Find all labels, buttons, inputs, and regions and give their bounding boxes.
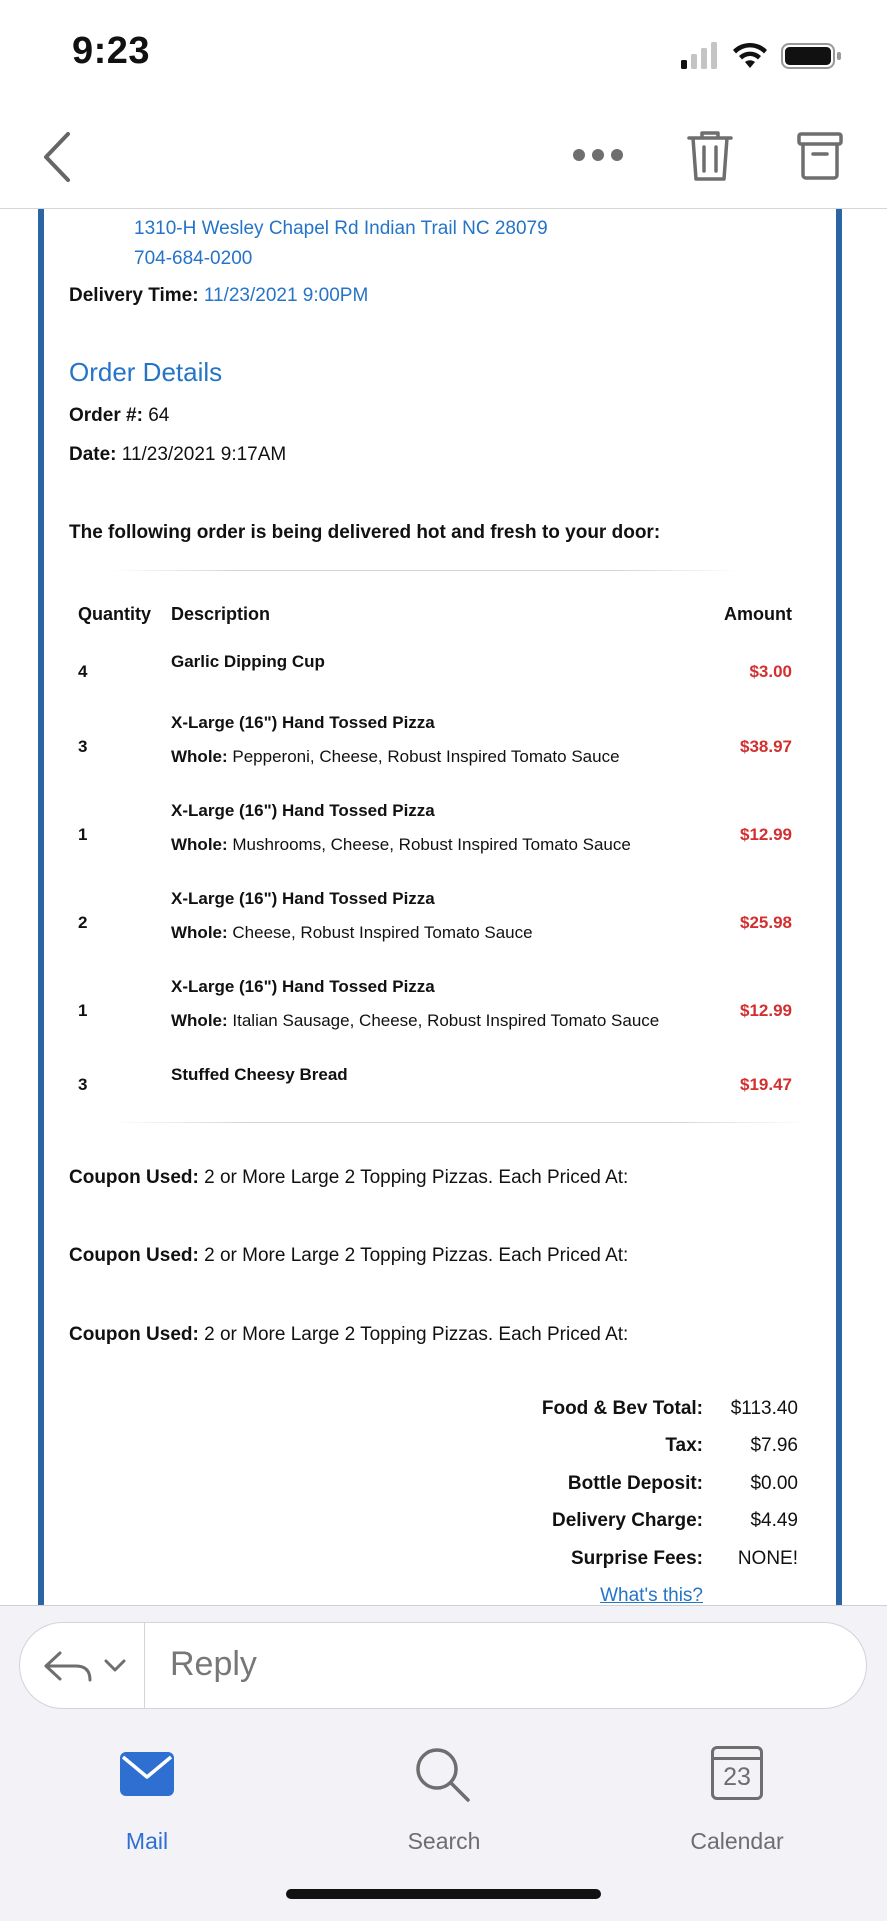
delivery-charge-value: $4.49 — [750, 1510, 798, 1531]
row-quantity: 1 — [78, 825, 88, 844]
bottle-deposit-value: $0.00 — [750, 1473, 798, 1494]
calendar-icon-bar — [714, 1757, 760, 1760]
row-detail-text: Pepperoni, Cheese, Robust Inspired Tomato Sauce — [232, 747, 620, 766]
divider-top — [110, 570, 740, 571]
mail-icon — [119, 1751, 175, 1797]
row-item-name: Garlic Dipping Cup — [171, 652, 325, 671]
row-item-name: Stuffed Cheesy Bread — [171, 1065, 348, 1084]
header-quantity: Quantity — [78, 604, 152, 624]
delivery-time — [69, 285, 368, 307]
order-number — [69, 405, 169, 427]
row-item-detail — [171, 1011, 659, 1031]
wifi-icon — [733, 43, 767, 68]
food-bev-total-label: Food & Bev Total: — [541, 1398, 703, 1419]
row-item-name: X-Large (16") Hand Tossed Pizza — [171, 713, 435, 732]
order-date-label: Date: — [69, 444, 117, 465]
coupon-text: 2 or More Large 2 Topping Pizzas. Each Priced At: — [204, 1167, 629, 1188]
reply-options-icon[interactable] — [42, 1645, 132, 1687]
coupon-label: Coupon Used: — [69, 1324, 199, 1345]
row-quantity: 4 — [78, 662, 88, 681]
row-amount: $19.47 — [740, 1075, 792, 1094]
delivery-time-label: Delivery Time: — [69, 285, 199, 306]
row-item-detail — [171, 747, 620, 767]
status-bar — [0, 0, 887, 105]
row-quantity: 3 — [78, 737, 88, 756]
archive-icon[interactable] — [796, 131, 844, 181]
more-icon[interactable] — [572, 147, 624, 163]
surprise-fees-value: NONE! — [737, 1548, 798, 1569]
store-address[interactable]: 1310-H Wesley Chapel Rd Indian Trail NC 28079 — [134, 218, 548, 239]
row-amount: $12.99 — [740, 1001, 792, 1020]
home-indicator[interactable] — [286, 1889, 601, 1899]
coupon-label: Coupon Used: — [69, 1167, 199, 1188]
row-quantity: 3 — [78, 1075, 88, 1094]
status-time: 9:23 — [72, 30, 151, 72]
order-intro: The following order is being delivered hot and fresh to your door: — [69, 522, 661, 543]
calendar-day: 23 — [723, 1763, 751, 1791]
bottle-deposit-label: Bottle Deposit: — [567, 1473, 703, 1494]
coupon-text: 2 or More Large 2 Topping Pizzas. Each Priced At: — [204, 1324, 629, 1345]
tax-value: $7.96 — [750, 1435, 798, 1456]
mail-toolbar — [0, 105, 887, 209]
row-item-name: X-Large (16") Hand Tossed Pizza — [171, 801, 435, 820]
food-bev-total-value: $113.40 — [730, 1398, 798, 1419]
order-date — [69, 444, 286, 466]
header-description: Description — [171, 604, 271, 624]
bottom-panel — [0, 1605, 887, 1921]
row-detail-text: Italian Sausage, Cheese, Robust Inspired Tomato Sauce — [232, 1011, 660, 1030]
order-number-value: 64 — [148, 405, 170, 426]
row-quantity: 2 — [78, 913, 88, 932]
tab-mail-label: Mail — [125, 1828, 169, 1854]
row-detail-label: Whole: — [171, 835, 228, 854]
reply-bar[interactable] — [19, 1622, 867, 1709]
row-item-name: X-Large (16") Hand Tossed Pizza — [171, 889, 435, 908]
whats-this-link[interactable]: What's this? — [600, 1585, 703, 1605]
surprise-fees-label: Surprise Fees: — [571, 1548, 703, 1569]
row-item-name: X-Large (16") Hand Tossed Pizza — [171, 977, 435, 996]
email-body[interactable] — [0, 209, 887, 1605]
tab-search-label: Search — [407, 1828, 481, 1854]
header-amount: Amount — [724, 604, 792, 624]
coupon-label: Coupon Used: — [69, 1245, 199, 1266]
row-amount: $12.99 — [740, 825, 792, 844]
reply-input[interactable]: Reply — [170, 1645, 257, 1683]
calendar-icon — [711, 1746, 763, 1800]
row-detail-text: Cheese, Robust Inspired Tomato Sauce — [232, 923, 533, 942]
order-date-value: 11/23/2021 9:17AM — [121, 444, 287, 465]
search-icon — [414, 1746, 472, 1804]
tab-calendar-label: Calendar — [690, 1828, 784, 1854]
coupon-text: 2 or More Large 2 Topping Pizzas. Each Priced At: — [204, 1245, 629, 1266]
coupon-line — [69, 1245, 628, 1267]
battery-icon — [782, 44, 841, 68]
row-item-detail — [171, 923, 533, 943]
row-amount: $3.00 — [749, 662, 792, 681]
row-detail-label: Whole: — [171, 747, 228, 766]
order-details-title: Order Details — [69, 357, 223, 387]
coupon-line — [69, 1167, 628, 1189]
coupon-line — [69, 1324, 628, 1346]
signal-icon — [681, 42, 717, 69]
delivery-charge-label: Delivery Charge: — [551, 1510, 703, 1531]
tax-label: Tax: — [665, 1435, 703, 1456]
reply-separator — [144, 1623, 145, 1708]
delivery-time-value[interactable]: 11/23/2021 9:00PM — [203, 285, 369, 306]
row-quantity: 1 — [78, 1001, 88, 1020]
row-amount: $38.97 — [740, 737, 792, 756]
divider-bottom — [110, 1122, 810, 1123]
row-detail-label: Whole: — [171, 1011, 228, 1030]
back-icon[interactable] — [38, 130, 74, 184]
row-detail-text: Mushrooms, Cheese, Robust Inspired Tomato Sauce — [232, 835, 631, 854]
row-item-detail — [171, 835, 631, 855]
row-amount: $25.98 — [740, 913, 792, 932]
store-phone[interactable]: 704-684-0200 — [134, 248, 253, 269]
order-number-label: Order #: — [69, 405, 143, 426]
trash-icon[interactable] — [686, 129, 734, 183]
row-detail-label: Whole: — [171, 923, 228, 942]
status-icons — [681, 40, 851, 72]
